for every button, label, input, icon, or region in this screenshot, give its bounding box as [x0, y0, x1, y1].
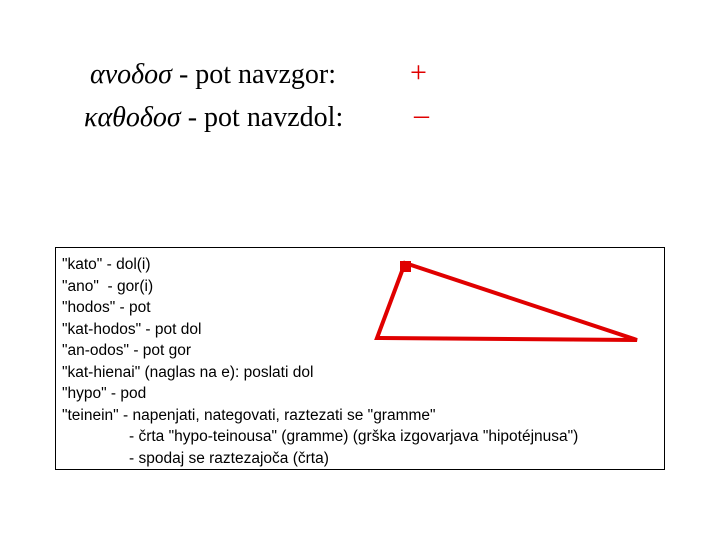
definition-line: "hypo" - pod: [62, 385, 147, 402]
definition-line: "kat-hienai" (naglas na e): poslati dol: [62, 363, 314, 381]
heading-kathodos-text: - pot navzdol:: [180, 102, 344, 133]
definition-line: "kato" - dol(i): [62, 256, 151, 273]
greek-word-kathodos: καθοδοσ: [84, 102, 181, 133]
definition-line: "teinein" - napenjati, nategovati, raztezati se "gramme": [62, 406, 436, 424]
definition-line-indented: - črta "hypo-teinousa" (gramme) (grška izgovarjava "hipotéjnusa"): [129, 428, 579, 445]
heading-anodos: [90, 60, 336, 90]
heading-kathodos: [84, 103, 343, 133]
definition-line: "ano" - gor(i): [62, 277, 154, 295]
right-angle-marker: [400, 261, 411, 272]
greek-word-anodos: ανοδοσ: [90, 59, 172, 90]
definition-line: "hodos" - pot: [62, 299, 151, 316]
definition-line: "kat-hodos" - pot dol: [62, 320, 202, 338]
heading-anodos-text: - pot navzgor:: [171, 59, 337, 90]
right-triangle-icon: [365, 256, 645, 346]
triangle-outline: [377, 263, 637, 340]
definition-line-indented: - spodaj se raztezajoča (črta): [129, 449, 329, 467]
definition-line: "an-odos" - pot gor: [62, 342, 192, 359]
minus-sign: –: [414, 98, 429, 131]
plus-sign: +: [410, 56, 427, 89]
